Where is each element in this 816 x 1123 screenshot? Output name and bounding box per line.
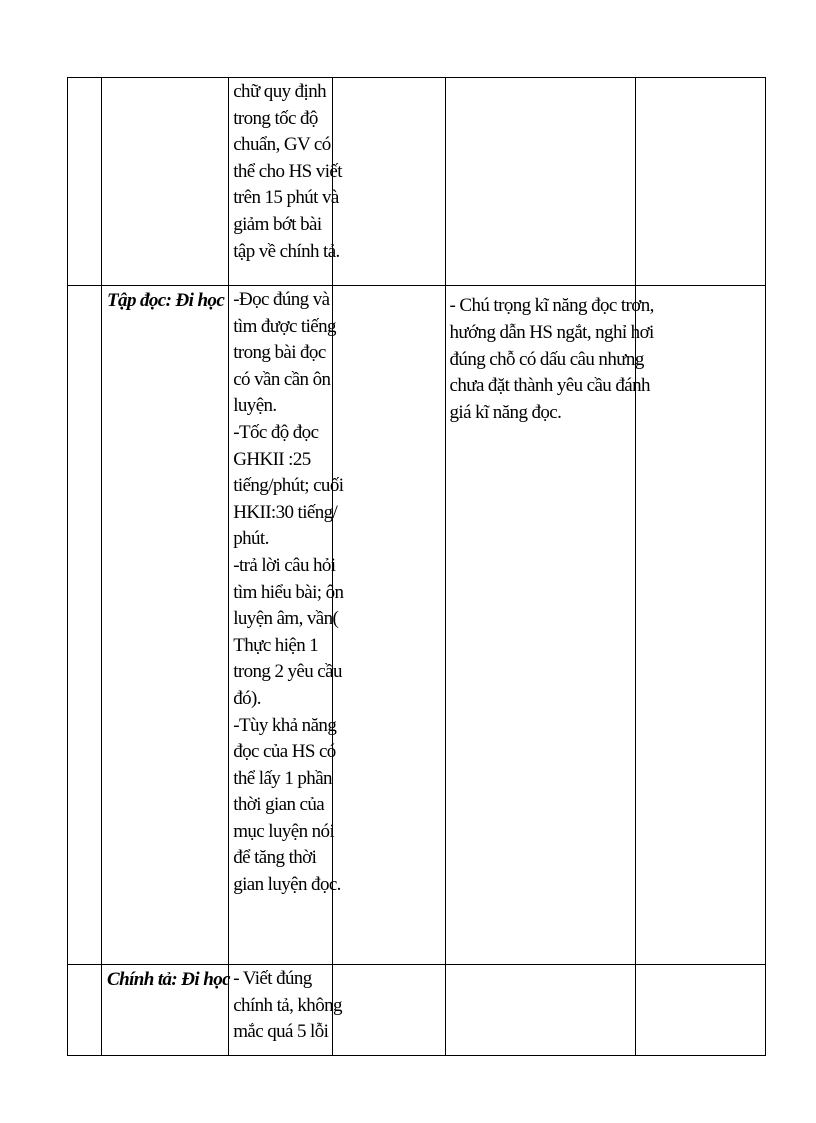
text-line: tìm được tiếng <box>233 315 336 337</box>
text-line: chữ quy định <box>233 81 327 102</box>
text-line: HKII:30 tiếng/ <box>233 501 338 523</box>
text-line: tiếng/phút; cuối <box>233 475 344 497</box>
lesson-cell <box>102 78 229 286</box>
content-text <box>229 286 344 899</box>
number-cell <box>68 286 102 965</box>
empty-cell <box>333 965 445 1056</box>
content-text <box>229 965 342 1046</box>
note-cell <box>445 286 654 965</box>
text-line: - Chú trọng kĩ năng đọc trơn, <box>449 295 654 316</box>
text-line: đúng chỗ có dấu câu nhưng <box>449 348 644 370</box>
text-line: đó). <box>233 687 261 709</box>
empty-cell <box>635 965 765 1056</box>
text-line: đọc của HS có <box>233 741 336 763</box>
text-line: gian luyện đọc. <box>233 874 341 896</box>
text-line: luyện. <box>233 395 277 417</box>
content-text <box>229 78 342 265</box>
lesson-cell <box>102 965 229 1056</box>
text-line: phút. <box>233 528 269 550</box>
text-line: -Tùy khả năng <box>233 714 337 736</box>
text-line: -trả lời câu hỏi <box>233 554 336 576</box>
text-line: trong tốc độ <box>233 107 318 129</box>
text-line: có vần cần ôn <box>233 368 331 390</box>
text-line: GHKII :25 <box>233 448 311 470</box>
text-line: -Tốc độ đọc <box>233 421 319 443</box>
table-row <box>68 78 766 286</box>
note-text <box>446 286 654 427</box>
text-line: hướng dẫn HS ngắt, nghỉ hơi <box>449 321 654 343</box>
text-line: chưa đặt thành yêu cầu đánh <box>449 375 650 397</box>
text-line: giảm bớt bài <box>233 213 322 235</box>
note-text <box>446 965 635 972</box>
text-line: thể lấy 1 phần <box>233 767 332 789</box>
text-line: - Viết đúng <box>233 968 312 989</box>
content-cell <box>229 286 344 965</box>
number-cell <box>68 965 102 1056</box>
note-cell <box>445 78 635 286</box>
empty-cell <box>333 286 445 965</box>
empty-cell <box>635 78 765 286</box>
empty-cell <box>635 286 765 965</box>
content-cell <box>229 965 342 1056</box>
text-line: tìm hiểu bài; ôn <box>233 581 344 603</box>
content-cell <box>229 78 342 286</box>
lesson-title: Chính tả: Đi học <box>107 969 230 990</box>
text-line: chuẩn, GV có <box>233 134 331 156</box>
text-line: -Đọc đúng và <box>233 289 330 310</box>
text-line: Thực hiện 1 <box>233 634 319 656</box>
text-line: chính tả, không <box>233 994 342 1016</box>
lesson-title <box>102 78 228 80</box>
text-line: giá kĩ năng đọc. <box>449 402 562 424</box>
table-row <box>68 965 766 1056</box>
number-cell <box>68 78 102 286</box>
text-line: trong 2 yêu cầu <box>233 661 342 683</box>
note-text <box>446 78 635 85</box>
curriculum-table <box>67 77 766 1056</box>
text-line: trên 15 phút và <box>233 187 339 209</box>
table-row <box>68 286 766 965</box>
text-line: thể cho HS viết <box>233 160 342 182</box>
text-line: để tăng thời <box>233 847 317 869</box>
empty-cell <box>333 78 445 286</box>
note-cell <box>445 965 635 1056</box>
lesson-cell <box>102 286 229 965</box>
text-line: mục luyện nói <box>233 820 335 842</box>
text-line: luyện âm, vần( <box>233 608 339 630</box>
text-line: trong bài đọc <box>233 342 326 364</box>
text-line: tập về chính tả. <box>233 240 340 262</box>
lesson-title: Tập đọc: Đi học <box>107 290 225 311</box>
text-line: mắc quá 5 lỗi <box>233 1021 329 1043</box>
text-line: thời gian của <box>233 794 325 816</box>
